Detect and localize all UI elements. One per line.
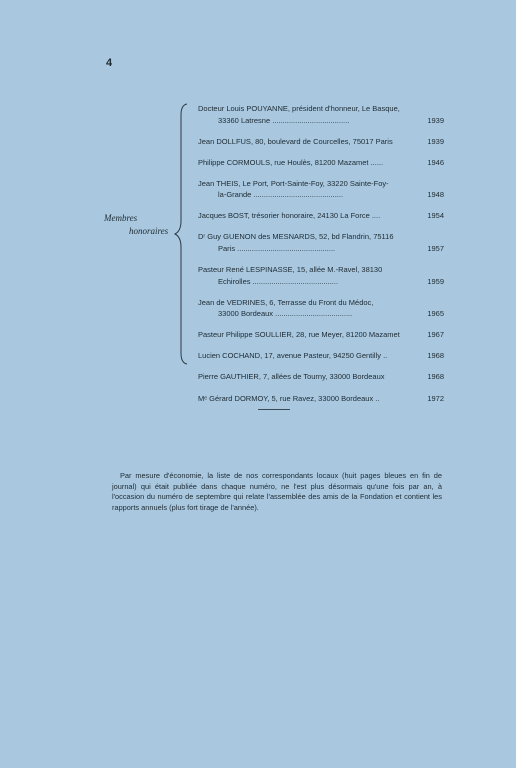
member-entry-year: 1957 xyxy=(427,243,444,253)
member-entry-text: Lucien COCHAND, 17, avenue Pasteur, 94250 Gentilly .. xyxy=(198,351,388,361)
member-entry-year: 1967 xyxy=(427,330,444,340)
page-number: 4 xyxy=(106,57,113,69)
honorary-members-list xyxy=(198,103,444,414)
member-entry-text-continuation: Echirolles ......................................... xyxy=(218,276,339,286)
member-entry xyxy=(198,103,444,126)
member-entry-year: 1968 xyxy=(427,372,444,382)
member-entry xyxy=(198,136,444,148)
member-entry-text: Pasteur Philippe SOULLIER, 28, rue Meyer, 81200 Mazamet xyxy=(198,330,400,340)
member-entry-text: Pierre GAUTHIER, 7, allées de Tourny, 33000 Bordeaux xyxy=(198,372,385,382)
member-entry-year: 1939 xyxy=(427,115,444,125)
member-entry-text: Jean DOLLFUS, 80, boulevard de Courcelles, 75017 Paris xyxy=(198,136,393,146)
curly-brace-icon xyxy=(174,103,190,365)
member-entry-text: Jean de VEDRINES, 6, Terrasse du Front du Médoc, xyxy=(198,297,374,307)
member-entry-text: Docteur Louis POUYANNE, président d'honneur, Le Basque, xyxy=(198,104,400,113)
member-entry-text-continuation: 33000 Bordeaux ..................................... xyxy=(218,309,353,319)
member-entry-text: Mᵉ Gérard DORMOY, 5, rue Ravez, 33000 Bordeaux .. xyxy=(198,393,380,403)
member-entry xyxy=(198,329,444,341)
member-entry-year: 1959 xyxy=(427,276,444,286)
member-entry-year: 1948 xyxy=(427,190,444,200)
member-entry xyxy=(198,178,444,201)
member-entry xyxy=(198,393,444,405)
member-entry-year: 1954 xyxy=(427,211,444,221)
note-paragraph: Par mesure d'économie, la liste de nos correspondants locaux (huit pages bleues en fin de journal) qui était publiée dans chaque numéro, ne l'est plus désormais qu'une fois par an, à l'occasion du numéro de septembre qui relate l'assemblée des amis de la Fondation et contient les rapports annuels (plus fort tirage de l'année). xyxy=(112,471,442,512)
member-entry-text: Jean THEIS, Le Port, Port-Sainte-Foy, 33220 Sainte-Foy- xyxy=(198,178,389,188)
member-entry-text: Philippe CORMOULS, rue Houlès, 81200 Mazamet ...... xyxy=(198,157,384,167)
member-entry xyxy=(198,371,444,383)
member-entry xyxy=(198,350,444,362)
member-entry-text-continuation: la-Grande ........................................... xyxy=(218,190,344,200)
member-entry xyxy=(198,210,444,222)
section-label xyxy=(104,212,168,238)
member-entry xyxy=(198,157,444,169)
section-divider xyxy=(258,409,290,410)
member-entry-year: 1968 xyxy=(427,351,444,361)
member-entry-year: 1946 xyxy=(427,157,444,167)
member-entry-year: 1965 xyxy=(427,309,444,319)
section-label-line-2: honoraires xyxy=(129,226,169,236)
member-entry-year: 1939 xyxy=(427,136,444,146)
member-entry-text-continuation: 33360 Latresne ..................................... xyxy=(218,115,350,125)
member-entry xyxy=(198,297,444,320)
section-label-line-1: Membres xyxy=(104,213,138,223)
member-entry-text: Dʳ Guy GUENON des MESNARDS, 52, bd Flandrin, 75116 xyxy=(198,232,394,242)
member-entry-text: Pasteur René LESPINASSE, 15, allée M.-Ravel, 38130 xyxy=(198,265,383,275)
member-entry-year: 1972 xyxy=(427,393,444,403)
member-entry-text-continuation: Paris ............................................... xyxy=(218,243,336,253)
member-entry-text: Jacques BOST, trésorier honoraire, 24130 La Force .... xyxy=(198,211,381,221)
member-entry xyxy=(198,231,444,254)
member-entry xyxy=(198,264,444,287)
